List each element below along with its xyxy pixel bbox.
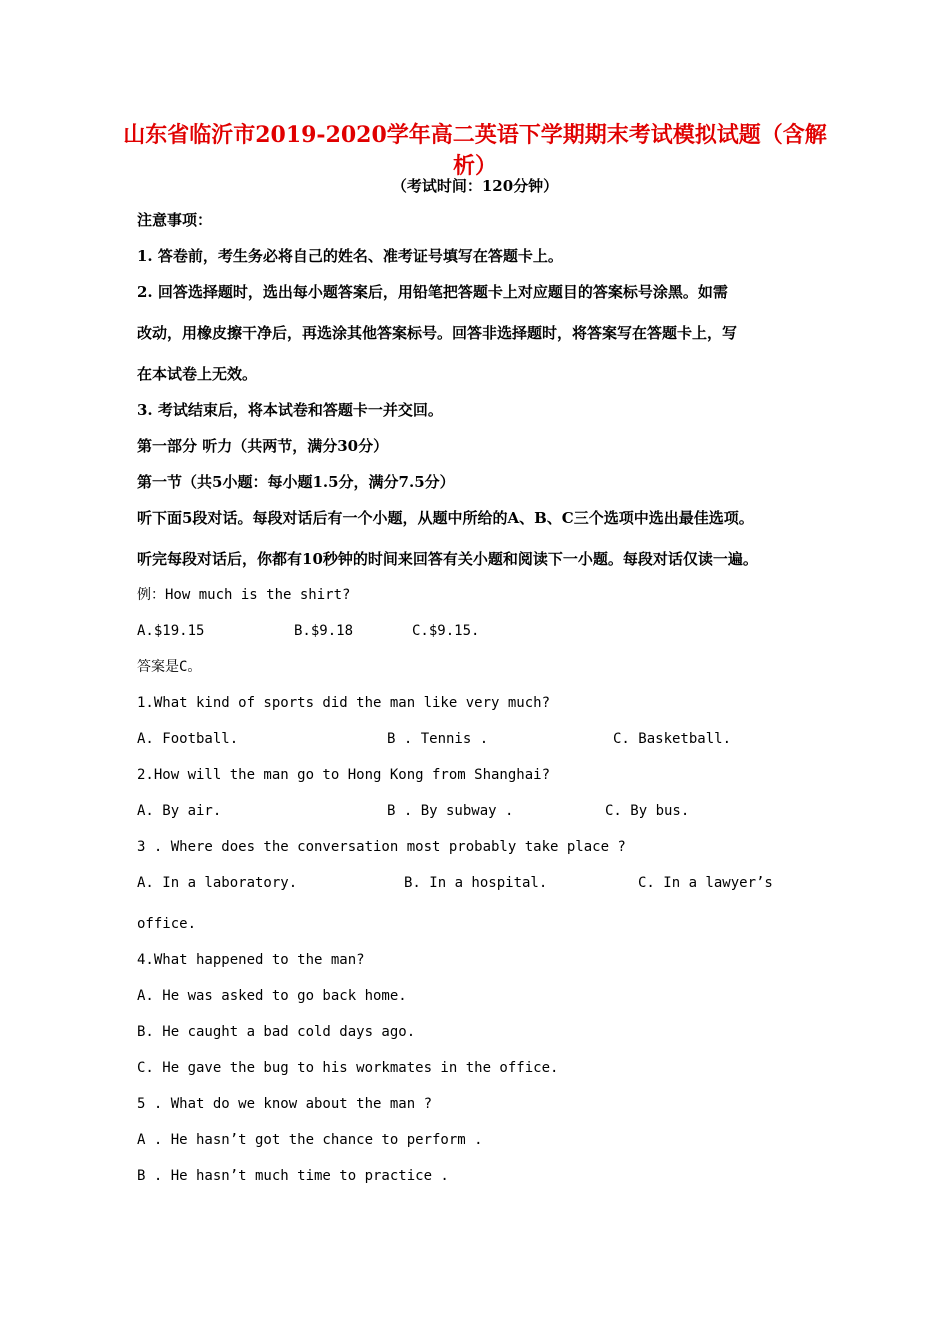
q2-option-c: C. By bus. — [605, 803, 690, 819]
q4-option-c: C. He gave the bug to his workmates in the office. — [137, 1060, 559, 1076]
notice-heading: 注意事项： — [137, 211, 213, 229]
q4-option-a: A. He was asked to go back home. — [137, 988, 407, 1004]
example-question: 例：How much is the shirt? — [137, 587, 351, 603]
page-title: 山东省临沂市2019-2020学年高二英语下学期期末考试模拟试题（含解析） — [123, 122, 827, 179]
q5-option-b: B . He hasn’t much time to practice . — [137, 1168, 449, 1184]
q3-option-c-continued: office. — [137, 916, 197, 932]
q3-option-c: C. In a lawyer’s — [638, 875, 773, 891]
q3-option-b: B. In a hospital. — [404, 875, 548, 891]
instruction-line-1: 听下面5段对话。每段对话后有一个小题，从题中所给的A、B、C三个选项中选出最佳选项。 — [137, 509, 754, 527]
q2-option-b: B . By subway . — [387, 803, 514, 819]
part1-heading: 第一部分 听力（共两节，满分30分） — [137, 437, 389, 455]
notice-item-2c: 在本试卷上无效。 — [137, 365, 258, 383]
q1-option-c: C. Basketball. — [613, 731, 732, 747]
notice-item-2a: 2. 回答选择题时，选出每小题答案后，用铅笔把答题卡上对应题目的答案标号涂黑。如需 — [137, 283, 728, 301]
example-option-c: C.$9.15. — [412, 623, 480, 639]
section1-heading: 第一节（共5小题：每小题1.5分，满分7.5分） — [137, 473, 455, 491]
q1-option-b: B . Tennis . — [387, 731, 489, 747]
example-answer: 答案是C。 — [137, 659, 202, 675]
q5-option-a: A . He hasn’t got the chance to perform . — [137, 1132, 483, 1148]
example-option-b: B.$9.18 — [294, 623, 354, 639]
q4-question: 4.What happened to the man? — [137, 952, 365, 968]
q3-option-a: A. In a laboratory. — [137, 875, 298, 891]
q3-question: 3 . Where does the conversation most probably take place ? — [137, 839, 626, 855]
notice-item-1: 1. 答卷前，考生务必将自己的姓名、准考证号填写在答题卡上。 — [137, 247, 563, 265]
q5-question: 5 . What do we know about the man ? — [137, 1096, 433, 1112]
notice-item-3: 3. 考试结束后，将本试卷和答题卡一并交回。 — [137, 401, 443, 419]
q1-option-a: A. Football. — [137, 731, 239, 747]
q1-question: 1.What kind of sports did the man like very much? — [137, 695, 551, 711]
q2-question: 2.How will the man go to Hong Kong from Shanghai? — [137, 767, 551, 783]
exam-duration: （考试时间：120分钟） — [391, 177, 559, 195]
notice-item-2b: 改动，用橡皮擦干净后，再选涂其他答案标号。回答非选择题时，将答案写在答题卡上，写 — [137, 324, 738, 342]
instruction-line-2: 听完每段对话后，你都有10秒钟的时间来回答有关小题和阅读下一小题。每段对话仅读一遍。 — [137, 550, 758, 568]
q4-option-b: B. He caught a bad cold days ago. — [137, 1024, 416, 1040]
q2-option-a: A. By air. — [137, 803, 222, 819]
example-option-a: A.$19.15 — [137, 623, 205, 639]
